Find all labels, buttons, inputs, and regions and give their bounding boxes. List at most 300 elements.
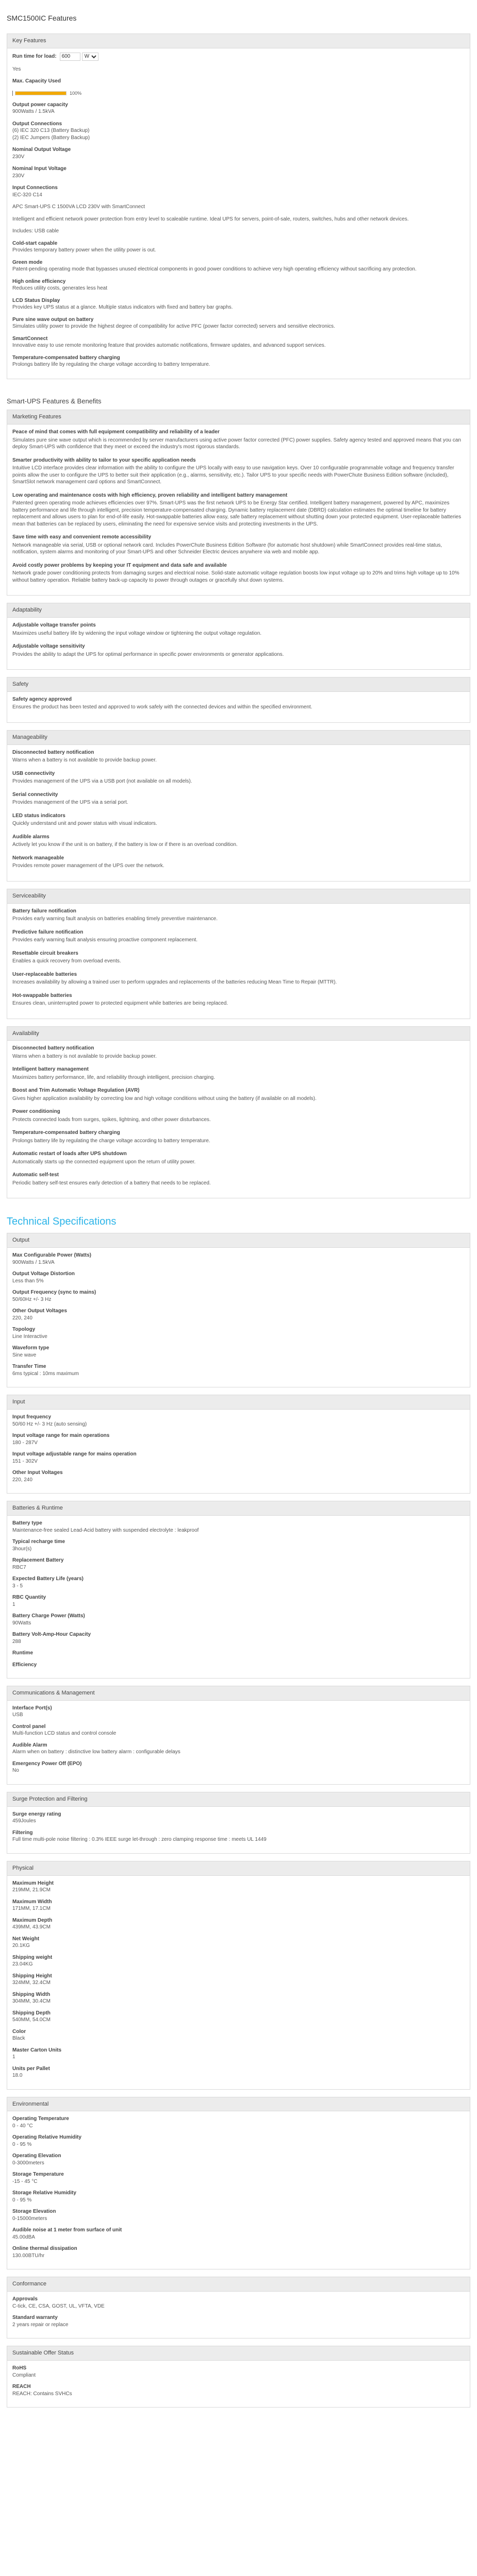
feature-description: Maximizes useful battery life by widening the input voltage window or tightening the output voltage regulation. xyxy=(12,630,262,636)
spec-value: 1 xyxy=(12,2054,15,2060)
feature-item xyxy=(12,1129,465,1144)
spec-value: Black xyxy=(12,2036,25,2042)
key-benefit-item xyxy=(12,278,465,292)
capacity-label-row xyxy=(12,78,465,85)
spec-group-title: Communications & Management xyxy=(7,1686,470,1701)
feature-item xyxy=(12,950,465,965)
spec-value: 220, 240 xyxy=(12,1315,32,1321)
key-benefit-title: LCD Status Display xyxy=(12,297,60,303)
spec-label: Control panel xyxy=(12,1723,46,1730)
spec-value: -15 - 45 °C xyxy=(12,2178,38,2184)
spec-item xyxy=(12,1760,465,1774)
spec-value: 459Joules xyxy=(12,1818,36,1824)
key-benefit-description: Reduces utility costs, generates less heat xyxy=(12,285,107,292)
spec-value: 18.0 xyxy=(12,2073,23,2079)
key-benefit-item xyxy=(12,240,465,254)
spec-group-body xyxy=(7,1516,470,1678)
key-features-panel xyxy=(7,33,470,379)
spec-item xyxy=(12,1289,465,1303)
feature-group-body xyxy=(7,692,470,722)
feature-item xyxy=(12,562,465,584)
capacity-meter xyxy=(12,90,465,96)
runtime-unit-select[interactable] xyxy=(82,53,98,61)
feature-title: Resettable circuit breakers xyxy=(12,950,78,956)
feature-group-title: Availability xyxy=(7,1027,470,1041)
spec-group-panel xyxy=(7,1501,470,1679)
feature-group-body xyxy=(7,745,470,881)
spec-label: Color xyxy=(12,2028,26,2035)
feature-description: Provides management of the UPS via a USB port (not available on all models). xyxy=(12,778,192,785)
spec-label: Maximum Height xyxy=(12,1880,54,1886)
feature-title: Save time with easy and convenient remote accessibility xyxy=(12,534,151,540)
capacity-label: Max. Capacity Used xyxy=(12,78,61,84)
spec-item xyxy=(12,2047,465,2061)
feature-title: LED status indicators xyxy=(12,812,65,819)
spec-label: Topology xyxy=(12,1327,36,1333)
key-feature-label: Output power capacity xyxy=(12,101,68,108)
runtime-row xyxy=(12,53,465,61)
key-benefits-list xyxy=(12,240,465,368)
spec-value: 219MM, 21.9CM xyxy=(12,1887,51,1893)
spec-group-panel xyxy=(7,1792,470,1854)
spec-item xyxy=(12,1662,465,1669)
key-benefit-title: Cold-start capable xyxy=(12,240,58,246)
spec-label: Typical recharge time xyxy=(12,1539,65,1545)
spec-value: Alarm when on battery : distinctive low battery alarm : configurable delays xyxy=(12,1749,180,1755)
feature-description: Gives higher application availability by correcting low and high voltage conditions without using the battery (if available on all models). xyxy=(12,1095,317,1101)
spec-value: Line Interactive xyxy=(12,1333,47,1340)
spec-item xyxy=(12,1308,465,1321)
key-features-body xyxy=(7,48,470,379)
spec-value: 151 - 302V xyxy=(12,1458,38,1464)
spec-value: 0-3000meters xyxy=(12,2160,44,2166)
feature-description: Protects connected loads from surges, spikes, lightning, and other power disturbances. xyxy=(12,1116,211,1123)
feature-description: Patented green operating mode achieves efficiencies over 97%. Smart-UPS was the first network UPS to be Energy Star certified. Intelligent battery management, powered by APC, maximizes battery performance and life through intelligent, precision temperature-compensated charging. Dynamic battery replacement date (DBRD) calculation estimates the optimal timeline for battery replacement and allows users to plan for end-of-life easily. Hot-swappable batteries allow easy, safe battery replacement without shutting down your protected equipment. User-replaceable batteries mean that batteries can be replaced by users, eliminating the need for expensive service visits and protecting investments in the UPS. xyxy=(12,500,462,527)
key-benefit-title: Green mode xyxy=(12,259,43,265)
spec-item xyxy=(12,2153,465,2166)
key-feature-item xyxy=(12,184,465,198)
feature-groups xyxy=(7,410,470,1198)
spec-label: Max Configurable Power (Watts) xyxy=(12,1252,91,1259)
feature-item xyxy=(12,457,465,486)
spec-group-title: Sustainable Offer Status xyxy=(7,2346,470,2361)
capacity-bar-fill xyxy=(15,92,66,95)
key-features-header: Key Features xyxy=(7,34,470,48)
feature-item xyxy=(12,1087,465,1102)
feature-item xyxy=(12,929,465,944)
key-benefit-description: Patent-pending operating mode that bypasses unused electrical components in good power conditions to achieve very high operating efficiency without sacrificing any protection. xyxy=(12,266,417,273)
spec-item xyxy=(12,1899,465,1912)
spec-item xyxy=(12,1538,465,1552)
feature-group-title: Serviceability xyxy=(7,889,470,904)
feature-description: Provides the ability to adapt the UPS for optimal performance in specific power environments or generator applications. xyxy=(12,651,284,657)
spec-item xyxy=(12,1811,465,1825)
feature-item xyxy=(12,1108,465,1123)
key-benefit-item xyxy=(12,354,465,368)
feature-item xyxy=(12,534,465,556)
spec-value: 180 - 287V xyxy=(12,1439,38,1446)
spec-item xyxy=(12,1326,465,1340)
spec-value: Compliant xyxy=(12,2372,36,2378)
intro-heading: APC Smart-UPS C 1500VA LCD 230V with SmartConnect xyxy=(12,204,145,210)
feature-title: Peace of mind that comes with full equipment compatibility and reliability of a leader xyxy=(12,429,220,435)
capacity-bar xyxy=(15,91,67,95)
spec-item xyxy=(12,2171,465,2185)
spec-item xyxy=(12,2028,465,2042)
key-benefit-description: Prolongs battery life by regulating the charge voltage according to battery temperature. xyxy=(12,362,210,368)
feature-title: Audible alarms xyxy=(12,834,50,840)
spec-label: Emergency Power Off (EPO) xyxy=(12,1760,82,1767)
capacity-percent: 100% xyxy=(70,90,82,96)
spec-item xyxy=(12,1345,465,1359)
spec-item xyxy=(12,1631,465,1645)
runtime-label: Run time for load: xyxy=(12,53,57,59)
feature-description: Ensures clean, uninterrupted power to protected equipment while batteries are being replaced. xyxy=(12,1001,228,1007)
spec-label: Shipping Width xyxy=(12,1991,51,1997)
spec-item xyxy=(12,2208,465,2222)
feature-item xyxy=(12,770,465,785)
feature-item xyxy=(12,855,465,870)
feature-item xyxy=(12,834,465,849)
feature-title: Temperature-compensated battery charging xyxy=(12,1130,120,1136)
spec-group-title: Environmental xyxy=(7,2097,470,2112)
spec-label: Standard warranty xyxy=(12,2315,58,2321)
feature-title: Automatic self-test xyxy=(12,1172,59,1178)
feature-item xyxy=(12,971,465,986)
spec-group-panel xyxy=(7,2097,470,2270)
feature-item xyxy=(12,812,465,827)
spec-label: Surge energy rating xyxy=(12,1811,61,1817)
feature-title: Boost and Trim Automatic Voltage Regulation (AVR) xyxy=(12,1088,140,1094)
spec-value: Multi-function LCD status and control console xyxy=(12,1731,117,1737)
feature-title: Predictive failure notification xyxy=(12,929,84,935)
spec-group-panel xyxy=(7,2346,470,2408)
feature-title: Safety agency approved xyxy=(12,696,72,702)
key-benefit-item xyxy=(12,335,465,349)
spec-group-title: Input xyxy=(7,1395,470,1410)
key-benefit-item xyxy=(12,259,465,273)
key-feature-item xyxy=(12,165,465,179)
spec-label: Master Carton Units xyxy=(12,2047,62,2053)
feature-description: Automatically starts up the connected equipment upon the return of utility power. xyxy=(12,1159,196,1165)
spec-value: Sine wave xyxy=(12,1352,37,1358)
spec-group-body xyxy=(7,1410,470,1493)
feature-description: Warns when a battery is not available to provide backup power. xyxy=(12,757,157,764)
spec-label: Maximum Depth xyxy=(12,1917,53,1923)
feature-group-title: Marketing Features xyxy=(7,410,470,425)
spec-item xyxy=(12,1705,465,1719)
feature-description: Periodic battery self-test ensures early detection of a battery that needs to be replaced. xyxy=(12,1180,211,1186)
feature-group-panel xyxy=(7,1026,470,1199)
spec-item xyxy=(12,1252,465,1266)
feature-description: Quickly understand unit and power status with visual indicators. xyxy=(12,821,157,827)
spec-item xyxy=(12,2010,465,2024)
spec-item xyxy=(12,2115,465,2129)
spec-label: Audible Alarm xyxy=(12,1742,47,1748)
feature-title: Serial connectivity xyxy=(12,791,58,798)
spec-label: Expected Battery Life (years) xyxy=(12,1576,84,1582)
spec-value: 0 - 40 °C xyxy=(12,2123,33,2129)
spec-value: Maintenance-free sealed Lead-Acid battery with suspended electrolyte : leakproof xyxy=(12,1527,199,1533)
feature-group-title: Adaptability xyxy=(7,603,470,618)
spec-value: 0 - 95 % xyxy=(12,2197,32,2203)
spec-item xyxy=(12,1880,465,1894)
spec-value: 20.1KG xyxy=(12,1943,30,1949)
spec-label: Approvals xyxy=(12,2296,38,2302)
spec-group-title: Physical xyxy=(7,1861,470,1876)
runtime-load-input[interactable] xyxy=(60,53,80,61)
spec-value-link[interactable]: RBC7 xyxy=(12,1564,26,1570)
spec-item xyxy=(12,1414,465,1428)
spec-value: 3 - 5 xyxy=(12,1583,23,1589)
key-benefit-title: High online efficiency xyxy=(12,278,66,284)
spec-label: Storage Elevation xyxy=(12,2209,56,2215)
key-feature-item xyxy=(12,101,465,115)
spec-value: Less than 5% xyxy=(12,1278,44,1284)
spec-label: Waveform type xyxy=(12,1345,50,1351)
spec-label: Units per Pallet xyxy=(12,2065,50,2072)
spec-group-panel xyxy=(7,1861,470,2090)
key-feature-value: 230V xyxy=(12,154,25,160)
spec-label: Audible noise at 1 meter from surface of unit xyxy=(12,2227,122,2233)
spec-label: Input voltage range for main operations xyxy=(12,1433,110,1439)
key-benefit-item xyxy=(12,316,465,330)
feature-group-body xyxy=(7,904,470,1019)
spec-label: Net Weight xyxy=(12,1936,40,1942)
feature-title: User-replaceable batteries xyxy=(12,971,77,977)
spec-value: 0-15000meters xyxy=(12,2215,47,2222)
feature-group-panel xyxy=(7,410,470,596)
spec-label: Transfer Time xyxy=(12,1364,46,1370)
spec-item xyxy=(12,1270,465,1284)
spec-value: 288 xyxy=(12,1638,21,1645)
spec-group-body xyxy=(7,1248,470,1387)
spec-label: Operating Relative Humidity xyxy=(12,2134,81,2141)
spec-item xyxy=(12,1936,465,1950)
spec-label: Shipping Depth xyxy=(12,2010,51,2016)
spec-value: No xyxy=(12,1768,19,1774)
spec-group-body xyxy=(7,2111,470,2269)
spec-group-body xyxy=(7,1807,470,1853)
spec-item xyxy=(12,1829,465,1843)
spec-item xyxy=(12,2227,465,2241)
spec-label: Operating Temperature xyxy=(12,2116,69,2122)
feature-group-panel xyxy=(7,730,470,882)
spec-item xyxy=(12,1742,465,1756)
spec-label: Input voltage adjustable range for mains operation xyxy=(12,1451,137,1458)
feature-title: Automatic restart of loads after UPS shutdown xyxy=(12,1151,127,1157)
spec-value: 171MM, 17.1CM xyxy=(12,1906,51,1912)
feature-description: Network manageable via serial, USB or optional network card. Includes PowerChute Business Edition Software (for automatic host shutdown) while SmartConnect provides real-time status, notification, system alarms and monitoring of your Smart-UPS and other Schneider Electric devices anywhere via web and mobile app. xyxy=(12,542,442,555)
feature-title: Smarter productivity with ability to tailor to your specific application needs xyxy=(12,457,196,463)
spec-label: Operating Elevation xyxy=(12,2153,61,2159)
spec-group-panel xyxy=(7,1395,470,1494)
spec-label: Output Voltage Distortion xyxy=(12,1271,75,1277)
key-benefit-item xyxy=(12,297,465,311)
spec-value: Full time multi-pole noise filtering : 0.3% IEEE surge let-through : zero clamping response time : meets UL 1449 xyxy=(12,1837,267,1843)
feature-description: Prolongs battery life by regulating the charge voltage according to battery temperature. xyxy=(12,1138,210,1144)
spec-value: 324MM, 32.4CM xyxy=(12,1980,51,1986)
spec-item xyxy=(12,2383,465,2397)
spec-group-title: Surge Protection and Filtering xyxy=(7,1792,470,1807)
feature-item xyxy=(12,1172,465,1187)
key-feature-label: Nominal Input Voltage xyxy=(12,166,67,172)
feature-description: Increases availability by allowing a trained user to perform upgrades and replacements of the batteries reducing Mean Time to Repair (MTTR). xyxy=(12,979,337,986)
spec-item xyxy=(12,2245,465,2259)
key-benefit-description: Innovative easy to use remote monitoring feature that provides automatic notifications, firmware updates, and advanced support services. xyxy=(12,343,326,349)
spec-group-body xyxy=(7,1701,470,1784)
spec-label: Battery type xyxy=(12,1520,42,1527)
tech-specs-title: Technical Specifications xyxy=(7,1216,117,1228)
spec-value: 0 - 95 % xyxy=(12,2141,32,2147)
spec-item xyxy=(12,2314,465,2328)
feature-group-body xyxy=(7,1041,470,1198)
feature-item xyxy=(12,791,465,806)
feature-title: Disconnected battery notification xyxy=(12,1045,94,1052)
spec-item xyxy=(12,1917,465,1931)
spec-item xyxy=(12,1520,465,1534)
spec-value: 90Watts xyxy=(12,1620,31,1626)
spec-group-panel xyxy=(7,2277,470,2338)
spec-group-panel xyxy=(7,1233,470,1387)
spec-item xyxy=(12,1613,465,1626)
feature-title: Battery failure notification xyxy=(12,908,76,914)
feature-group-body xyxy=(7,618,470,669)
spec-group-body xyxy=(7,2292,470,2338)
key-features-list xyxy=(12,101,465,199)
spec-value: 50/60 Hz +/- 3 Hz (auto sensing) xyxy=(12,1421,87,1427)
feature-item xyxy=(12,696,465,711)
spec-item xyxy=(12,2065,465,2079)
feature-description: Provides early warning fault analysis on batteries enabling timely preventive maintenance. xyxy=(12,916,218,922)
feature-title: Intelligent battery management xyxy=(12,1066,89,1073)
spec-label: Runtime xyxy=(12,1650,33,1656)
key-feature-item xyxy=(12,121,465,142)
spec-label: Other Input Voltages xyxy=(12,1470,63,1476)
spec-label: RBC Quantity xyxy=(12,1595,46,1601)
key-benefit-description: Provides temporary battery power when the utility power is out. xyxy=(12,247,156,253)
spec-item xyxy=(12,2134,465,2148)
intro-includes: Includes: USB cable xyxy=(12,228,59,234)
spec-item xyxy=(12,1469,465,1483)
key-benefit-title: Pure sine wave output on battery xyxy=(12,316,94,323)
spec-value: 220, 240 xyxy=(12,1477,32,1483)
feature-description: Ensures the product has been tested and approved to work safely with the connected devices and within the specified environment. xyxy=(12,704,312,710)
spec-value: 1 xyxy=(12,1601,15,1607)
spec-value: 2 years repair or replace xyxy=(12,2321,69,2328)
spec-item xyxy=(12,1650,465,1657)
feature-title: Adjustable voltage transfer points xyxy=(12,622,96,629)
spec-label: Storage Relative Humidity xyxy=(12,2190,76,2196)
spec-value: C-tick, CE, CSA, GOST, UL, VFTA, VDE xyxy=(12,2303,105,2309)
spec-value: 23.04KG xyxy=(12,1961,33,1968)
feature-description: Intuitive LCD interface provides clear information with the ability to configure the UPS locally with easy to use navigation keys. Over 10 configurable programmable voltage and frequency transfer points allow the user to configure the UPS to better suit their application (e.g., alarms, sensitivity, etc.). Tailor UPS to your specific needs with PowerChute Business Edition software (included), SmartSlot network management card options and SmartConnect. xyxy=(12,465,454,485)
feature-description: Provides early warning fault analysis ensuring proactive component replacement. xyxy=(12,937,198,943)
feature-description: Warns when a battery is not available to provide backup power. xyxy=(12,1053,157,1059)
spec-label: Input frequency xyxy=(12,1414,52,1420)
spec-groups xyxy=(7,1233,470,2408)
spec-item xyxy=(12,1991,465,2005)
spec-item xyxy=(12,1557,465,1571)
feature-item xyxy=(12,622,465,637)
feature-description: Network grade power conditioning protects from damaging surges and electrical noise. Solid-state automatic voltage regulation boosts low input voltage up to 20% and trims high voltage up to 10% without battery operation. Reliable battery back-up capacity to power through outages or gracefully shut down systems. xyxy=(12,570,459,583)
spec-label: Shipping Height xyxy=(12,1973,52,1979)
spec-item xyxy=(12,1451,465,1465)
feature-title: Network manageable xyxy=(12,855,64,861)
spec-group-title: Batteries & Runtime xyxy=(7,1501,470,1516)
feature-title: Low operating and maintenance costs with high efficiency, proven reliability and intelligent battery management xyxy=(12,492,288,498)
spec-item xyxy=(12,1432,465,1446)
spec-item xyxy=(12,2190,465,2204)
spec-label: Filtering xyxy=(12,1829,33,1836)
spec-item xyxy=(12,2296,465,2310)
spec-value: REACH: Contains SVHCs xyxy=(12,2391,72,2397)
spec-label: REACH xyxy=(12,2384,31,2390)
feature-group-panel xyxy=(7,603,470,670)
feature-item xyxy=(12,1066,465,1081)
spec-item xyxy=(12,1575,465,1589)
key-feature-value: 900Watts / 1.5kVA xyxy=(12,109,55,115)
key-benefit-description: Simulates utility power to provide the highest degree of compatibility for active PFC (power factor corrected) servers and sensitive electronics. xyxy=(12,324,335,330)
spec-label: Maximum Width xyxy=(12,1899,52,1905)
features-section-title: Smart-UPS Features & Benefits xyxy=(7,397,102,405)
spec-label: RoHS xyxy=(12,2365,27,2371)
feature-group-title: Manageability xyxy=(7,731,470,745)
feature-item xyxy=(12,992,465,1007)
feature-item xyxy=(12,1045,465,1060)
page-title: SMC1500IC Features xyxy=(7,14,77,22)
spec-item xyxy=(12,1973,465,1987)
runtime-result: Yes xyxy=(12,66,21,72)
spec-value: 3hour(s) xyxy=(12,1546,32,1552)
feature-group-body xyxy=(7,425,470,595)
spec-value: USB xyxy=(12,1712,23,1718)
key-benefit-description: Provides key UPS status at a glance. Multiple status indicators with fixed and battery bar graphs. xyxy=(12,304,233,311)
key-feature-label: Output Connections xyxy=(12,121,62,127)
feature-description: Simulates pure sine wave output which is recommended by server manufacturers using active power factor corrected (PFC) power supplies. Safety agency tested and approved means that you can deploy Smart-UPS with confidence that they meet or exceed the industry's most rigorous standards. xyxy=(12,437,461,450)
key-feature-item xyxy=(12,146,465,160)
feature-description: Actively let you know if the unit is on battery, if the battery is low or if there is an overload condition. xyxy=(12,842,238,848)
key-feature-value: (6) IEC 320 C13 (Battery Backup) (2) IEC Jumpers (Battery Backup) xyxy=(12,128,90,141)
feature-description: Provides management of the UPS via a serial port. xyxy=(12,800,128,806)
spec-value: 50/60Hz +/- 3 Hz xyxy=(12,1296,52,1302)
key-feature-label: Input Connections xyxy=(12,185,58,191)
feature-group-panel xyxy=(7,889,470,1019)
spec-group-title: Conformance xyxy=(7,2277,470,2292)
spec-group-panel xyxy=(7,1686,470,1785)
feature-item xyxy=(12,749,465,764)
spec-label: Storage Temperature xyxy=(12,2172,64,2178)
spec-value: 45.00dBA xyxy=(12,2234,35,2240)
spec-label: Output Frequency (sync to mains) xyxy=(12,1290,96,1296)
feature-item xyxy=(12,643,465,658)
spec-value: 540MM, 54.0CM xyxy=(12,2017,51,2023)
spec-label: Battery Charge Power (Watts) xyxy=(12,1613,85,1619)
feature-title: Avoid costly power problems by keeping your IT equipment and data safe and available xyxy=(12,562,227,568)
spec-label: Shipping weight xyxy=(12,1954,53,1960)
spec-item xyxy=(12,1594,465,1608)
spec-value: 6ms typical : 10ms maximum xyxy=(12,1370,79,1377)
feature-item xyxy=(12,1150,465,1165)
feature-title: Disconnected battery notification xyxy=(12,749,94,755)
feature-item xyxy=(12,492,465,528)
spec-value: 900Watts / 1.5kVA xyxy=(12,1259,55,1265)
feature-description: Maximizes battery performance, life, and reliability through intelligent, precision charging. xyxy=(12,1074,215,1080)
feature-title: Hot-swappable batteries xyxy=(12,992,72,998)
feature-description: Enables a quick recovery from overload events. xyxy=(12,958,121,964)
feature-title: Power conditioning xyxy=(12,1109,60,1115)
spec-group-title: Output xyxy=(7,1233,470,1248)
